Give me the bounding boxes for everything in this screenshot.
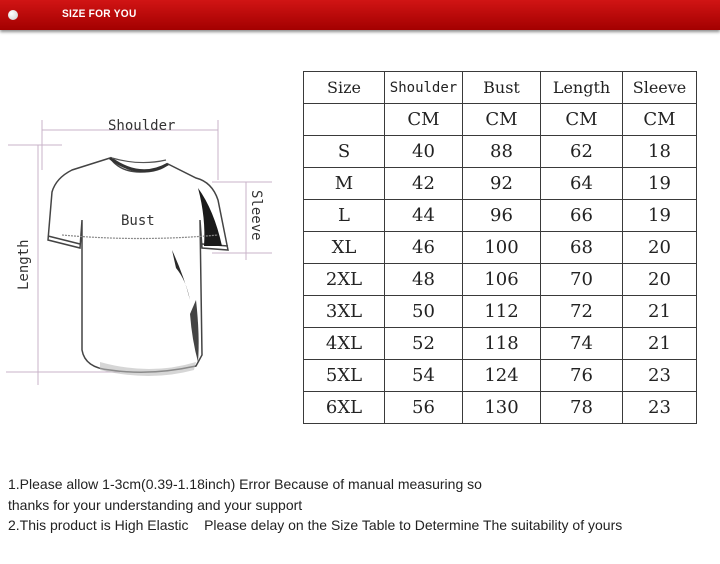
table-cell: 46 xyxy=(385,232,463,264)
table-cell: 44 xyxy=(385,200,463,232)
column-header: Length xyxy=(541,72,623,104)
table-cell: 56 xyxy=(385,392,463,424)
table-cell: 78 xyxy=(541,392,623,424)
table-row xyxy=(304,360,697,392)
note-line: 1.Please allow 1-3cm(0.39-1.18inch) Error Because of manual measuring so xyxy=(8,476,482,492)
table-cell: 5XL xyxy=(304,360,385,392)
banner-title: SIZE FOR YOU xyxy=(62,8,137,20)
table-cell: XL xyxy=(304,232,385,264)
table-cell: 18 xyxy=(623,136,697,168)
bullet-icon xyxy=(8,10,18,20)
table-row xyxy=(304,200,697,232)
unit-cell: CM xyxy=(463,104,541,136)
table-cell: 19 xyxy=(623,200,697,232)
table-cell: 88 xyxy=(463,136,541,168)
table-cell: 92 xyxy=(463,168,541,200)
bust-label: Bust xyxy=(121,213,155,229)
table-cell: 20 xyxy=(623,264,697,296)
unit-cell xyxy=(304,104,385,136)
table-cell: 130 xyxy=(463,392,541,424)
note-line: thanks for your understanding and your support xyxy=(8,496,303,513)
table-cell: 6XL xyxy=(304,392,385,424)
table-cell: S xyxy=(304,136,385,168)
table-cell: 124 xyxy=(463,360,541,392)
size-table xyxy=(303,71,697,424)
table-row xyxy=(304,168,697,200)
table-cell: 70 xyxy=(541,264,623,296)
table-cell: 20 xyxy=(623,232,697,264)
table-cell: 72 xyxy=(541,296,623,328)
tshirt-icon xyxy=(0,100,300,400)
tshirt-measurement-diagram xyxy=(0,100,300,400)
table-row xyxy=(304,264,697,296)
table-cell: 66 xyxy=(541,200,623,232)
column-header: Size xyxy=(304,72,385,104)
column-header: Sleeve xyxy=(623,72,697,104)
unit-cell: CM xyxy=(623,104,697,136)
table-row xyxy=(304,232,697,264)
table-cell: 52 xyxy=(385,328,463,360)
table-cell: 100 xyxy=(463,232,541,264)
table-cell: 2XL xyxy=(304,264,385,296)
table-cell: 68 xyxy=(541,232,623,264)
table-cell: 64 xyxy=(541,168,623,200)
table-header-row xyxy=(304,72,697,104)
size-banner xyxy=(0,0,720,30)
note-line: 2.This product is High Elastic Please delay on the Size Table to Determine The suitability of yours xyxy=(8,517,623,533)
sleeve-label: Sleeve xyxy=(248,190,264,241)
table-cell: L xyxy=(304,200,385,232)
table-cell: 74 xyxy=(541,328,623,360)
table-row xyxy=(304,328,697,360)
table-cell: 62 xyxy=(541,136,623,168)
table-cell: 54 xyxy=(385,360,463,392)
table-row xyxy=(304,136,697,168)
table-cell: 3XL xyxy=(304,296,385,328)
table-cell: 19 xyxy=(623,168,697,200)
table-cell: 23 xyxy=(623,360,697,392)
table-cell: 42 xyxy=(385,168,463,200)
size-notes xyxy=(8,474,622,536)
table-unit-row xyxy=(304,104,697,136)
unit-cell: CM xyxy=(385,104,463,136)
table-cell: 50 xyxy=(385,296,463,328)
column-header: Shoulder xyxy=(385,72,463,104)
table-cell: 4XL xyxy=(304,328,385,360)
table-cell: 106 xyxy=(463,264,541,296)
table-cell: 21 xyxy=(623,328,697,360)
table-row xyxy=(304,296,697,328)
table-cell: 40 xyxy=(385,136,463,168)
table-cell: 23 xyxy=(623,392,697,424)
table-cell: 76 xyxy=(541,360,623,392)
unit-cell: CM xyxy=(541,104,623,136)
length-label: Length xyxy=(16,239,32,290)
table-cell: 21 xyxy=(623,296,697,328)
table-cell: M xyxy=(304,168,385,200)
shoulder-label: Shoulder xyxy=(108,118,176,134)
table-cell: 48 xyxy=(385,264,463,296)
table-row xyxy=(304,392,697,424)
table-cell: 96 xyxy=(463,200,541,232)
table-cell: 112 xyxy=(463,296,541,328)
column-header: Bust xyxy=(463,72,541,104)
table-cell: 118 xyxy=(463,328,541,360)
